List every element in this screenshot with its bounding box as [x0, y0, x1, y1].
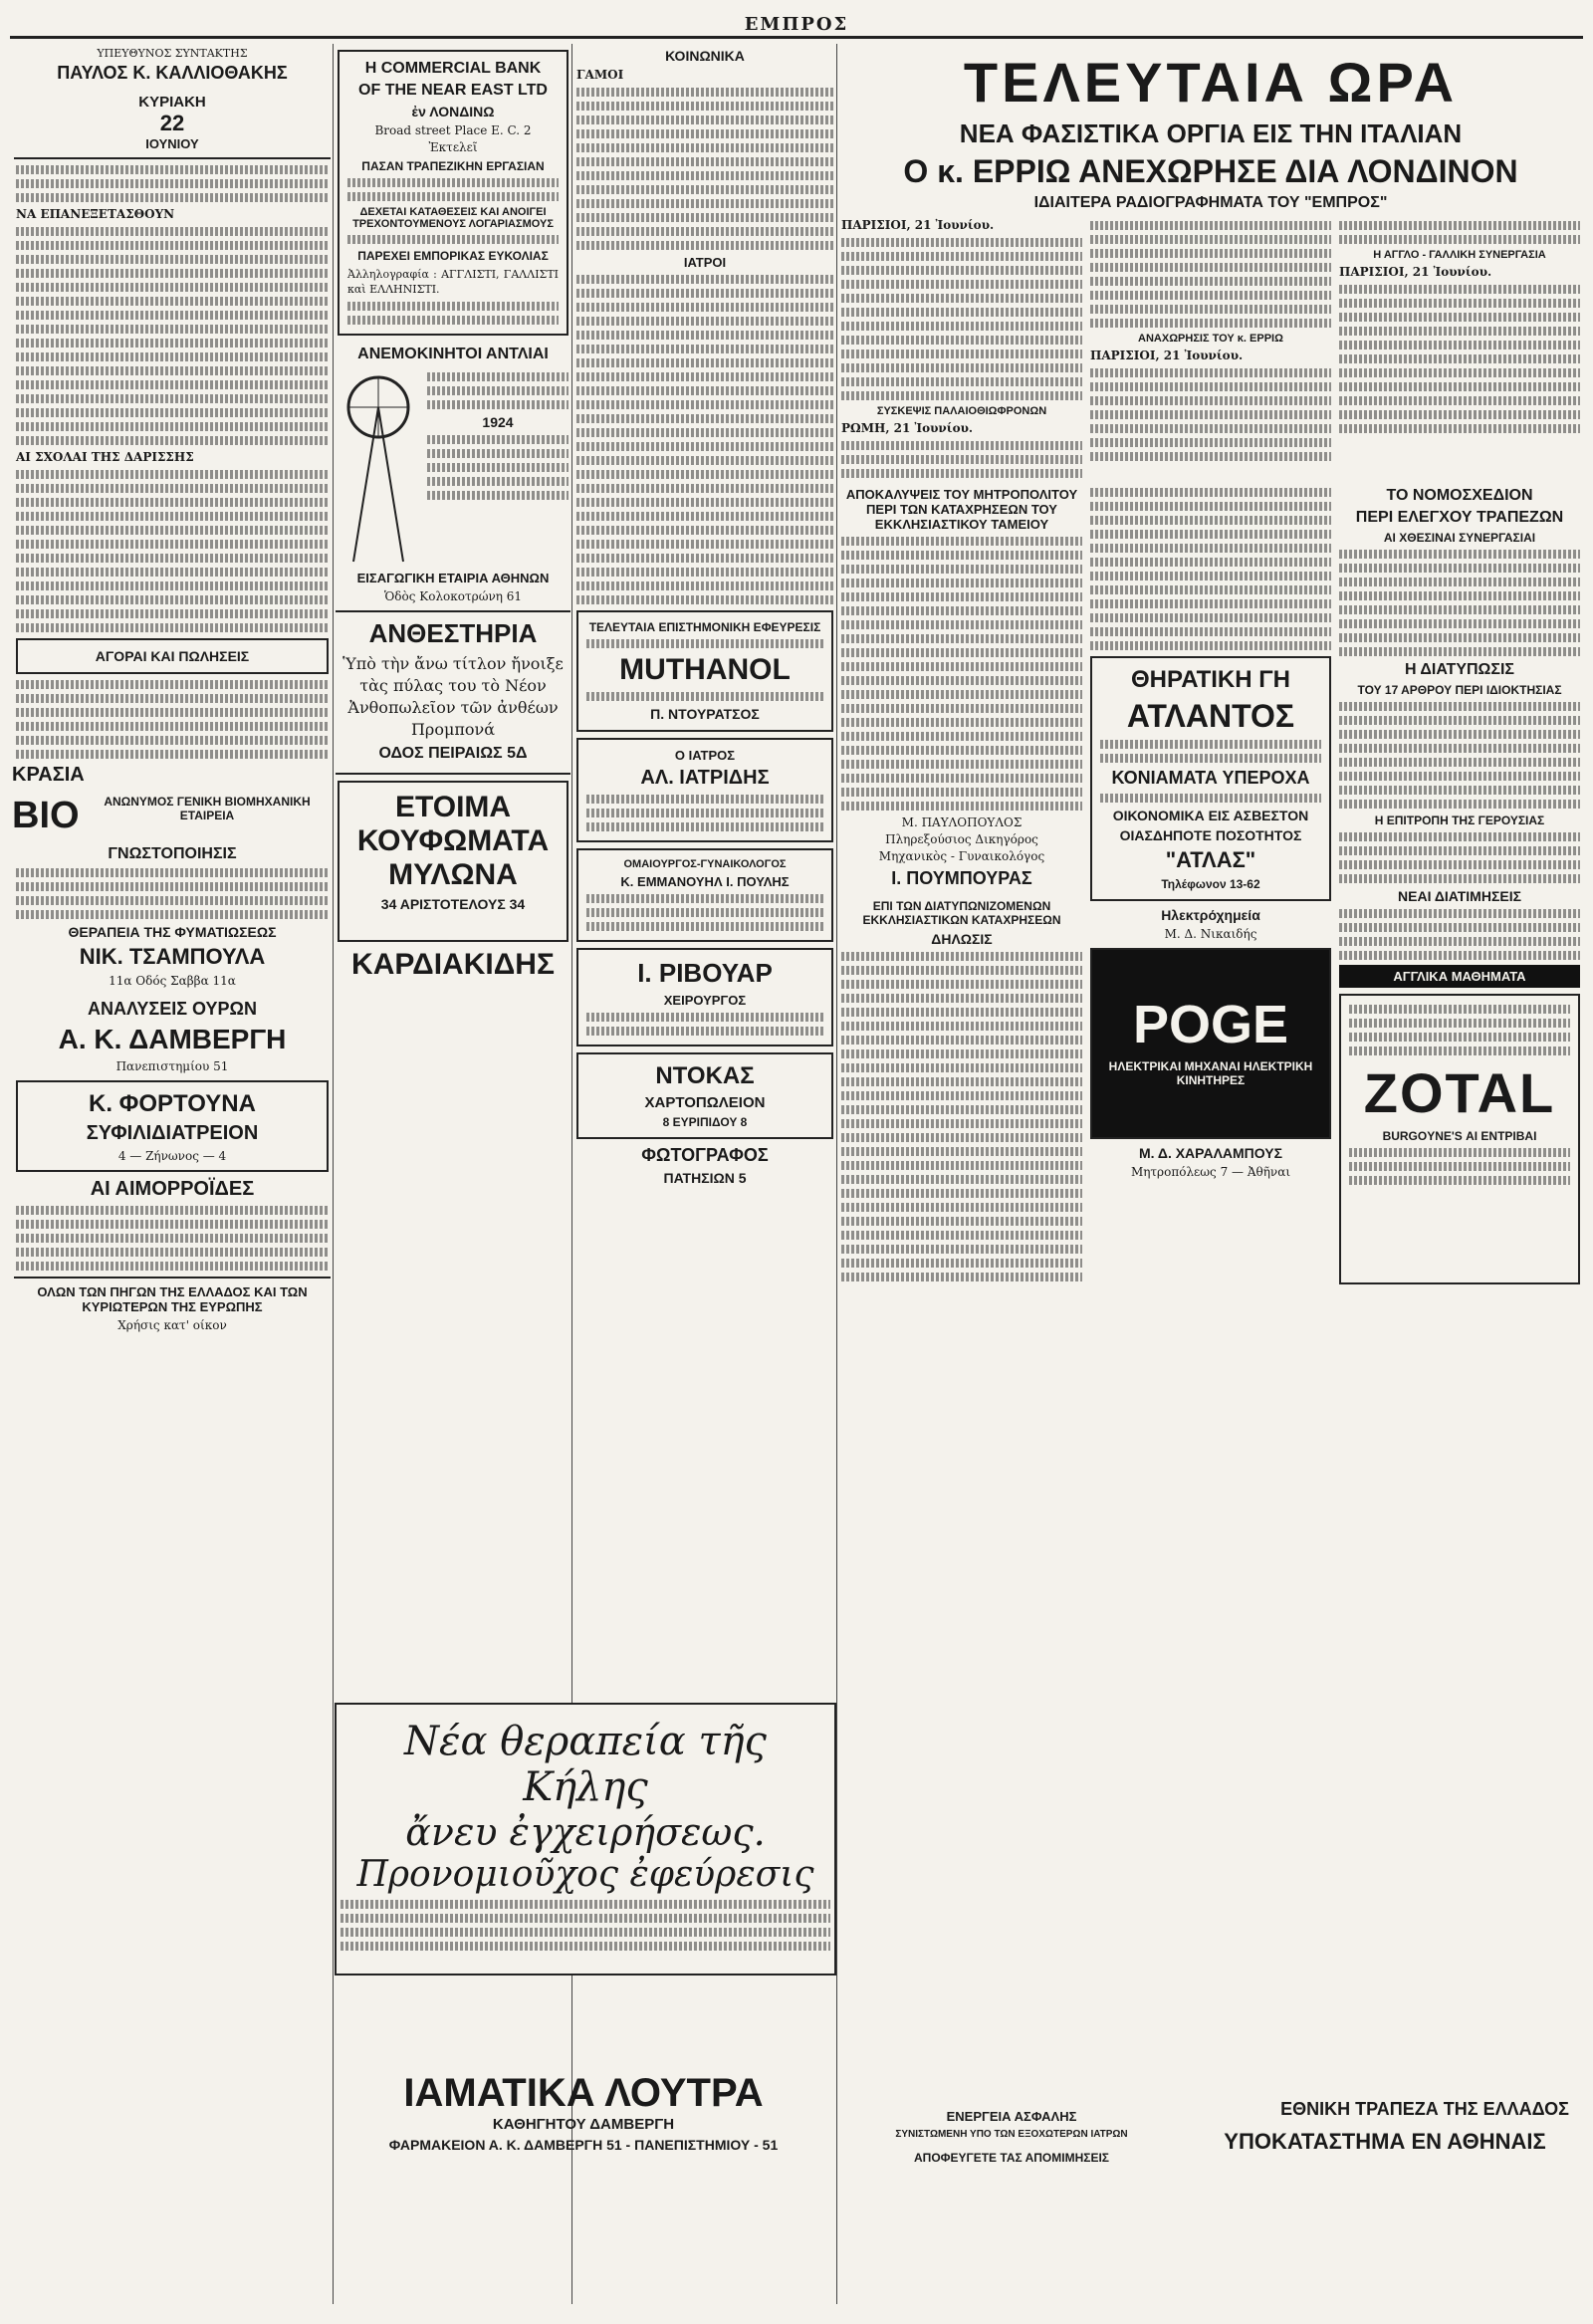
notices-title: ΓΝΩΣΤΟΠΟΙΗΣΙΣ [108, 845, 237, 862]
bank-title-2: OF THE NEAR EAST LTD [358, 82, 548, 99]
diat-title: Η ΔΙΑΤΥΠΩΣΙΣ [1404, 661, 1515, 678]
oiadipote-title: ΟΙΑΣΔΗΠΟΤΕ ΠΟΣΟΤΗΤΟΣ [1119, 827, 1302, 843]
iatridis-box [576, 738, 833, 842]
dateline-rome: ΡΩΜΗ, 21 Ἰουνίου. [841, 421, 974, 435]
headline-herriot: Ο κ. ΕΡΡΙΩ ΑΝΕΧΩΡΗΣΕ ΔΙΑ ΛΟΝΔΙΝΟΝ [903, 153, 1518, 189]
gamoi-label: ΓΑΜΟΙ [576, 68, 624, 82]
news-columns [837, 216, 1584, 483]
bio-title: ΒΙΟ [12, 795, 80, 836]
etoima-box [338, 781, 569, 942]
issue-day: ΚΥΡΙΑΚΗ [138, 94, 206, 111]
charalampous-addr: Μητροπόλεως 7 — Ἀθῆναι [1130, 1165, 1291, 1179]
charalampous-name: Μ. Δ. ΧΑΡΑΛΑΜΠΟΥΣ [1138, 1145, 1283, 1161]
bank-address: Broad street Place E. C. 2 [374, 123, 532, 137]
atlas-title: "ΑΤΛΑΣ" [1165, 847, 1256, 872]
bank-correspondence: Ἀλληλογραφία : ΑΓΓΛΙΣΤΙ, ΓΑΛΛΙΣΤΙ καὶ ΕΛΛΗΝΙΣΤΙ. [347, 268, 559, 296]
photo-title: ΦΩΤΟΓΡΑΦΟΣ [641, 1145, 769, 1165]
tel-ep-title: ΤΕΛΕΥΤΑΙΑ ΕΠΙΣΤΗΜΟΝΙΚΗ ΕΦΕΥΡΕΣΙΣ [588, 620, 821, 634]
springs-sub: Χρήσις κατ' οίκον [117, 1318, 227, 1332]
atlas-phone: Τηλέφωνον 13-62 [1161, 877, 1260, 891]
headline-radiograms: ΙΔΙΑΙΤΕΡΑ ΡΑΔΙΟΓΡΑΦΗΜΑΤΑ ΤΟΥ "ΕΜΠΡΟΣ" [1033, 194, 1388, 211]
import-title: ΕΙΣΑΓΩΓΙΚΗ ΕΤΑΙΡΙΑ ΑΘΗΝΩΝ [356, 571, 550, 585]
fortouna-box [16, 1080, 329, 1172]
nomo-title: ΤΟ ΝΟΜΟΣΧΕΔΙΟΝ [1386, 487, 1533, 504]
mech-label: Μηχανικὸς - Γυναικολόγος [878, 849, 1045, 863]
ntouratsos: Π. ΝΤΟΥΡΑΤΣΟΣ [650, 706, 760, 722]
poulis-name: Κ. ΕΜΜΑΝΟΥΗΛ Ι. ΠΟΥΛΗΣ [620, 874, 790, 889]
bank-title-1: Η COMMERCIAL BANK [364, 60, 542, 77]
hernia-line-1: Νέα θεραπεία τῆς Κήλης [404, 1719, 767, 1810]
anthestiria-title: ΑΝΘΕΣΤΗΡΙΑ [368, 618, 538, 648]
masthead-title: ΕΜΠΡΟΣ [744, 14, 849, 35]
bottom-baths-banner [335, 2071, 832, 2171]
aimorroides-title: ΑΙ ΑΙΜΟΡΡΟΪΔΕΣ [90, 1178, 255, 1200]
poge-ad [1090, 948, 1331, 1139]
poge-sub: ΗΛΕΚΤΡΙΚΑΙ ΜΗΧΑΝΑΙ ΗΛΕΚΤΡΙΚΗ ΚΙΝΗΤΗΡΕΣ [1108, 1059, 1313, 1087]
ntokas-box [576, 1052, 833, 1139]
issue-date: 22 [159, 111, 185, 135]
news-col-a [837, 216, 1086, 483]
iatroi-title: ΙΑΤΡΟΙ [683, 255, 727, 270]
subhead-schools: ΑΙ ΣΧΟΛΑΙ ΤΗΣ ΔΑΡΙΣΣΗΣ [16, 450, 194, 464]
column-1 [12, 44, 333, 2304]
subhead-reexamine: ΝΑ ΕΠΑΝΕΞΕΤΑΣΘΟΥΝ [16, 207, 175, 221]
fortouna-addr: 4 — Ζήνωνος — 4 [117, 1149, 227, 1163]
baths-pharmacy: ΦΑΡΜΑΚΕΙΟΝ Α. Κ. ΔΑΜΒΕΡΓΗ 51 - ΠΑΝΕΠΙΣΤΗΜΙΟΥ - 51 [388, 2137, 779, 2153]
damvergi-addr: Πανεπιστημίου 51 [115, 1059, 229, 1073]
anglo-french: Η ΑΓΓΛΟ - ΓΑΛΛΙΚΗ ΣΥΝΕΡΓΑΣΙΑ [1373, 249, 1546, 261]
nikaidis-name: Μ. Δ. Νικαιδής [1164, 927, 1257, 941]
masthead [10, 14, 1583, 39]
windmill-year: 1924 [482, 414, 514, 430]
poumpouras-name: Ι. ΠΟΥΜΠΟΥΡΑΣ [891, 868, 1032, 888]
oikonomika-title: ΟΙΚΟΝΟΜΙΚΑ ΕΙΣ ΑΣΒΕΣΤΟΝ [1112, 808, 1309, 823]
dilosis-title: ΔΗΛΩΣΙΣ [931, 931, 993, 947]
omaiologos-label: ΟΜΑΙΟΥΡΓΟΣ-ΓΥΝΑΙΚΟΛΟΓΟΣ [623, 858, 787, 870]
bio-subtitle: ΑΝΩΝΥΜΟΣ ΓΕΝΙΚΗ ΒΙΟΜΗΧΑΝΙΚΗ ΕΤΑΙΡΕΙΑ [104, 795, 311, 822]
springs-title: ΟΛΩΝ ΤΩΝ ΠΗΓΩΝ ΤΗΣ ΕΛΛΑΔΟΣ ΚΑΙ ΤΩΝ ΚΥΡΙΩΤΕΡΩΝ ΤΗΣ ΕΥΡΩΠΗΣ [37, 1284, 308, 1314]
energeia-sub: ΣΥΝΙΣΤΩΜΕΝΗ ΥΠΟ ΤΩΝ ΕΞΟΧΩΤΕΡΩΝ ΙΑΤΡΩΝ [895, 2129, 1128, 2140]
issue-month: ΙΟΥΝΙΟΥ [145, 136, 199, 151]
eccl-title: ΕΠΙ ΤΩΝ ΔΙΑΤΥΠΩΝΙΖΟΜΕΝΩΝ ΕΚΚΛΗΣΙΑΣΤΙΚΩΝ ΚΑΤΑΧΡΗΣΕΩΝ [862, 899, 1061, 927]
atlantos-title: ΑΤΛΑΝΤΟΣ [1126, 698, 1295, 734]
ntokas-sub: ΧΑΡΤΟΠΩΛΕΙΟΝ [644, 1094, 766, 1111]
zotal-logo: ZOTAL [1363, 1061, 1556, 1124]
dateline-paris-2: ΠΑΡΙΣΙΟΙ, 21 Ἰουνίου. [1090, 349, 1244, 362]
bank-title-3: ἐν ΛΟΝΔΙΝΩ [411, 104, 495, 119]
koinonika-title: ΚΟΙΝΩΝΙΚΑ [665, 48, 745, 64]
section-buy-sell [16, 638, 329, 674]
baths-side: ΚΑΘΗΓΗΤΟΥ ΔΑΜΒΕΡΓΗ [492, 2116, 675, 2133]
import-addr: Ὁδὸς Κολοκοτρώνη 61 [383, 589, 523, 603]
zotal-sub: BURGOYNE'S ΑΙ ΕΝΤΡΙΒΑΙ [1382, 1129, 1537, 1143]
lower-col-c [1335, 483, 1584, 1290]
lower-col-a [837, 483, 1086, 1290]
rivouar-name: Ι. ΡΙΒΟΥΑΡ [637, 958, 773, 988]
bank-exec: Ἐκτελεῖ [428, 140, 478, 154]
analyses-title: ΑΝΑΛΥΣΕΙΣ ΟΥΡΩΝ [88, 999, 257, 1019]
zotal-ad [1339, 994, 1580, 1284]
bank-facilities: ΠΑΡΕΧΕΙ ΕΜΠΟΡΙΚΑΣ ΕΥΚΟΛΙΑΣ [357, 249, 549, 263]
etoima-title: ΕΤΟΙΜΑ ΚΟΥΦΩΜΑΤΑ ΜΥΛΩΝΑ [356, 791, 550, 891]
energeia-title: ΕΝΕΡΓΕΙΑ ΑΣΦΑΛΗΣ [946, 2109, 1077, 2124]
metropolitan-title: ΑΠΟΚΑΛΥΨΕΙΣ ΤΟΥ ΜΗΤΡΟΠΟΛΙΤΟΥ ΠΕΡΙ ΤΩΝ ΚΑΤΑΧΡΗΣΕΩΝ ΤΟΥ ΕΚΚΛΗΣΙΑΣΤΙΚΟΥ ΤΑΜΕΙΟΥ [845, 487, 1078, 532]
lower-col-b [1086, 483, 1335, 1290]
dateline-paris-3: ΠΑΡΙΣΙΟΙ, 21 Ἰουνίου. [1339, 265, 1492, 279]
etoima-addr: 34 ΑΡΙΣΤΟΤΕΛΟΥΣ 34 [380, 896, 526, 912]
branch-athens: ΥΠΟΚΑΤΑΣΤΗΜΑ ΕΝ ΑΘΗΝΑΙΣ [1224, 2129, 1546, 2154]
ntokas-addr: 8 ΕΥΡΙΠΙΔΟΥ 8 [662, 1115, 748, 1129]
lower-columns [837, 483, 1584, 1290]
iatros-label: Ο ΙΑΤΡΟΣ [674, 748, 736, 763]
damvergi-title: Α. Κ. ΔΑΜΒΕΡΓΗ [58, 1024, 287, 1054]
krasia: ΚΡΑΣΙΑ [12, 764, 85, 786]
new-prices-title: ΝΕΑΙ ΔΙΑΤΙΜΗΣΕΙΣ [1398, 888, 1521, 904]
pavlopoulos-sub: Πληρεξούσιος Δικηγόρος [885, 832, 1038, 846]
nomo-sub: ΠΕΡΙ ΕΛΕΓΧΟΥ ΤΡΑΠΕΖΩΝ [1355, 509, 1564, 526]
windmill-icon [334, 367, 423, 567]
hernia-line-3: Προνομιοῦχος ἐφεύρεσις [356, 1854, 814, 1895]
headline-fascist: ΝΕΑ ΦΑΣΙΣΤΙΚΑ ΟΡΓΙΑ ΕΙΣ ΤΗΝ ΙΤΑΛΙΑΝ [959, 118, 1463, 148]
muthanol-box [576, 610, 833, 732]
dateline-paris-1: ΠΑΡΙΣΙΟΙ, 21 Ἰουνίου. [841, 218, 995, 232]
column-4 [836, 44, 1584, 2304]
gerousia-title: Η ΕΠΙΤΡΟΠΗ ΤΗΣ ΓΕΡΟΥΣΙΑΣ [1374, 813, 1545, 827]
energeia-sub-2: ΑΠΟΦΕΥΓΕΤΕ ΤΑΣ ΑΠΟΜΙΜΗΣΕΙΣ [913, 2151, 1109, 2165]
nik-addr: 11α Οδός Σαββα 11α [109, 974, 236, 988]
koniama-title: ΚΟΝΙΑΜΑΤΑ ΥΠΕΡΟΧΑ [1111, 768, 1310, 788]
nik-title: ΝΙΚ. ΤΣΑΜΠΟΥΛΑ [79, 944, 266, 969]
poulis-box [576, 848, 833, 942]
fortouna-title: Κ. ΦΟΡΤΟΥΝΑ [89, 1090, 256, 1117]
photo-addr: ΠΑΤΗΣΙΩΝ 5 [663, 1170, 747, 1186]
ilektro-title: Ηλεκτρόχημεία [1161, 907, 1260, 923]
windmill-image [334, 367, 423, 567]
hernia-ad [335, 1703, 836, 1975]
english-lessons: ΑΓΓΛΙΚΑ ΜΑΘΗΜΑΤΑ [1339, 965, 1580, 988]
old-calendarists: ΣΥΣΚΕΨΙΣ ΠΑΛΑΙΟΘΙΩΦΡΟΝΩΝ [876, 405, 1047, 417]
hernia-line-2: ἄνευ ἐγχειρήσεως. [405, 1810, 766, 1854]
bank-ad [338, 50, 569, 336]
bank-all-work: ΠΑΣΑΝ ΤΡΑΠΕΖΙΚΗΝ ΕΡΓΑΣΙΑΝ [361, 159, 545, 173]
pavlopoulos-name: Μ. ΠΑΥΛΟΠΟΥΛΟΣ [901, 815, 1023, 829]
bank-accepts: ΔΕΧΕΤΑΙ ΚΑΤΑΘΕΣΕΙΣ ΚΑΙ ΑΝΟΙΓΕΙ ΤΡΕΧΟΝΤΟΥΜΕΝΟΥΣ ΛΟΓΑΡΙΑΣΜΟΥΣ [352, 206, 554, 230]
iatridis-name: ΑΛ. ΙΑΤΡΙΔΗΣ [640, 767, 770, 789]
poge-logo: POGE [1132, 995, 1289, 1054]
editor-label: ΥΠΕΥΘΥΝΟΣ ΣΥΝΤΑΚΤΗΣ [97, 47, 248, 60]
rivouar-sub: ΧΕΙΡΟΥΡΓΟΣ [663, 993, 747, 1008]
windmill-title: ΑΝΕΜΟΚΙΝΗΤΟΙ ΑΝΤΛΙΑΙ [357, 346, 549, 362]
editor-name: ΠΑΥΛΟΣ Κ. ΚΑΛΛΙΟΘΑΚΗΣ [57, 63, 288, 83]
herriot-departure: ΑΝΑΧΩΡΗΣΙΣ ΤΟΥ κ. ΕΡΡΙΩ [1138, 333, 1283, 345]
atlas-ad [1090, 656, 1331, 901]
nomo-sub-2: ΑΙ ΧΘΕΣΙΝΑΙ ΣΥΝΕΡΓΑΣΙΑΙ [1383, 531, 1536, 545]
muthanol-title: MUTHANOL [619, 653, 791, 686]
news-col-b [1086, 216, 1335, 483]
news-col-c [1335, 216, 1584, 483]
section-buy-title: ΑΓΟΡΑΙ ΚΑΙ ΠΩΛΗΣΕΙΣ [95, 648, 250, 664]
thiratiki-title: ΘΗΡΑΤΙΚΗ ΓΗ [1131, 666, 1290, 693]
diat-sub: ΤΟΥ 17 ΑΡΘΡΟΥ ΠΕΡΙ ΙΔΙΟΚΤΗΣΙΑΣ [1357, 683, 1562, 697]
ntokas-name: ΝΤΟΚΑΣ [655, 1062, 755, 1089]
banner-last-hour: ΤΕΛΕΥΤΑΙΑ ΩΡΑ [963, 51, 1459, 114]
anthestiria-text: Ὑπὸ τὴν ἄνω τίτλον ἤνοιξε τὰς πύλας του τὸ Νέον Ἀνθοπωλεῖον τῶν ἀνθέων Προμπονά [342, 654, 564, 739]
national-bank: ΕΘΝΙΚΗ ΤΡΑΠΕΖΑ ΤΗΣ ΕΛΛΑΔΟΣ [1280, 2099, 1569, 2119]
anthestiria-addr: ΟΔΟΣ ΠΕΙΡΑΙΩΣ 5Δ [378, 745, 528, 762]
rivouar-box [576, 948, 833, 1046]
kardiakidis-title: ΚΑΡΔΙΑΚΙΔΗΣ [351, 948, 555, 981]
fortouna-sub: ΣΥΦΙΛΙΔΙΑΤΡΕΙΟΝ [86, 1122, 259, 1144]
baths-main: ΙΑΜΑΤΙΚΑ ΛΟΥΤΡΑ [403, 2071, 764, 2115]
therapy-title: ΘΕΡΑΠΕΙΑ ΤΗΣ ΦΥΜΑΤΙΩΣΕΩΣ [68, 924, 277, 940]
